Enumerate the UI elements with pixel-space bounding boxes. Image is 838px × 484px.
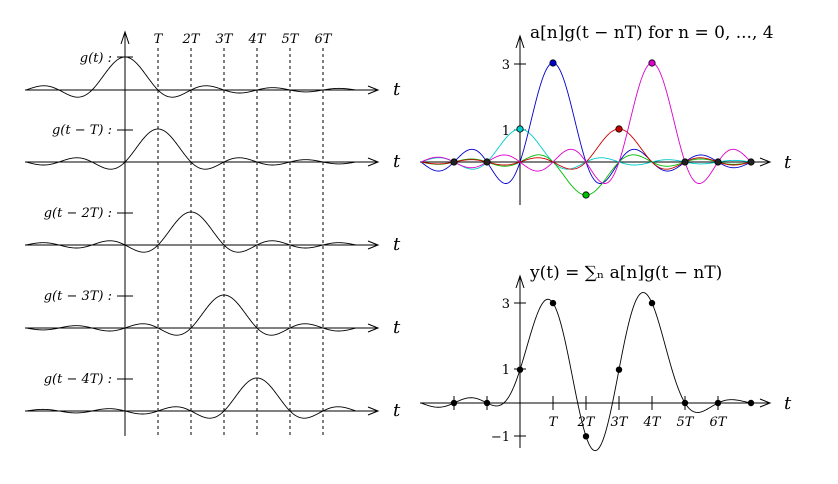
left-tick-label-5T: 5T [281, 32, 299, 47]
row1-label: g(t − T) : [51, 123, 112, 138]
bottom-right-title: y(t) = ∑ₙ a[n]g(t − nT) [530, 263, 723, 283]
top-right-sample-dot-8 [715, 159, 721, 165]
bottom-right-axis-label: t [784, 393, 792, 414]
left-tick-label-6T: 6T [314, 32, 332, 47]
top-right-sample-dot-3 [550, 60, 556, 66]
top-right-sample-dot-9 [748, 159, 754, 165]
top-right-sample-dots [451, 60, 754, 198]
top-right-sample-dot-2 [517, 126, 523, 132]
row4-label: g(t − 4T) : [43, 372, 112, 387]
top-right-series-curve-1 [421, 63, 751, 184]
top-right-sample-dot-4 [583, 192, 589, 198]
bottom-right-panel-sum [420, 263, 792, 451]
left-tick-label-4T: 4T [248, 32, 266, 47]
left-tick-label-3T: 3T [215, 32, 233, 47]
left-rows [25, 51, 401, 421]
top-right-sample-dot-0 [451, 159, 457, 165]
bottom-right-sample-dot-0 [451, 400, 457, 406]
bottom-right-sample-dot-5 [616, 367, 622, 373]
top-right-axis-label: t [784, 152, 792, 173]
bottom-right-sample-dot-4 [583, 433, 589, 439]
top-right-ytick-label-3: 3 [501, 58, 510, 73]
top-right-sample-dot-1 [484, 159, 490, 165]
bottom-right-sample-dot-9 [748, 400, 754, 406]
bottom-right-sample-dot-7 [682, 400, 688, 406]
row0-label: g(t) : [79, 51, 112, 66]
top-right-sample-dot-6 [649, 60, 655, 66]
row2-axis-label: t [393, 234, 401, 255]
row4-axis-label: t [393, 400, 401, 421]
top-right-series-curve-4 [421, 63, 751, 184]
top-right-title: a[n]g(t − nT) for n = 0, ..., 4 [530, 23, 774, 43]
left-panel-pulse-shifts [25, 32, 401, 436]
bottom-right-x-tick-labels [549, 415, 728, 430]
br-xtick-label-6T: 6T [709, 415, 727, 430]
br-xtick-label-3T: 3T [610, 415, 628, 430]
top-right-sample-dot-7 [682, 159, 688, 165]
top-right-ytick-label-1: 1 [501, 124, 510, 139]
row2-label: g(t − 2T) : [43, 206, 112, 221]
row1-axis-label: t [393, 151, 401, 172]
left-tick-label-T: T [153, 32, 163, 47]
row3-label: g(t − 3T) : [43, 289, 112, 304]
bottom-right-sample-dot-2 [517, 367, 523, 373]
br-xtick-label-5T: 5T [676, 415, 694, 430]
bottom-right-ytick-label-1: 1 [501, 363, 510, 378]
bottom-right-ytick-label-neg1: −1 [490, 430, 510, 445]
bottom-right-sample-dot-6 [649, 300, 655, 306]
top-right-series-curves [421, 63, 751, 195]
left-tick-dashed-lines [158, 48, 323, 436]
left-tick-label-2T: 2T [182, 32, 200, 47]
left-tick-labels [154, 32, 333, 47]
left-pulse-curves [26, 57, 356, 418]
top-right-panel-scaled-pulses [420, 23, 792, 205]
br-xtick-label-4T: 4T [643, 415, 661, 430]
bottom-right-ytick-label-3: 3 [501, 297, 510, 312]
top-right-sample-dot-5 [616, 126, 622, 132]
row3-axis-label: t [393, 317, 401, 338]
bottom-right-sample-dot-3 [550, 300, 556, 306]
bottom-right-sample-dot-8 [715, 400, 721, 406]
br-xtick-label-T: T [548, 415, 558, 430]
bottom-right-sample-dot-1 [484, 400, 490, 406]
br-xtick-label-2T: 2T [577, 415, 595, 430]
row0-axis-label: t [393, 79, 401, 100]
